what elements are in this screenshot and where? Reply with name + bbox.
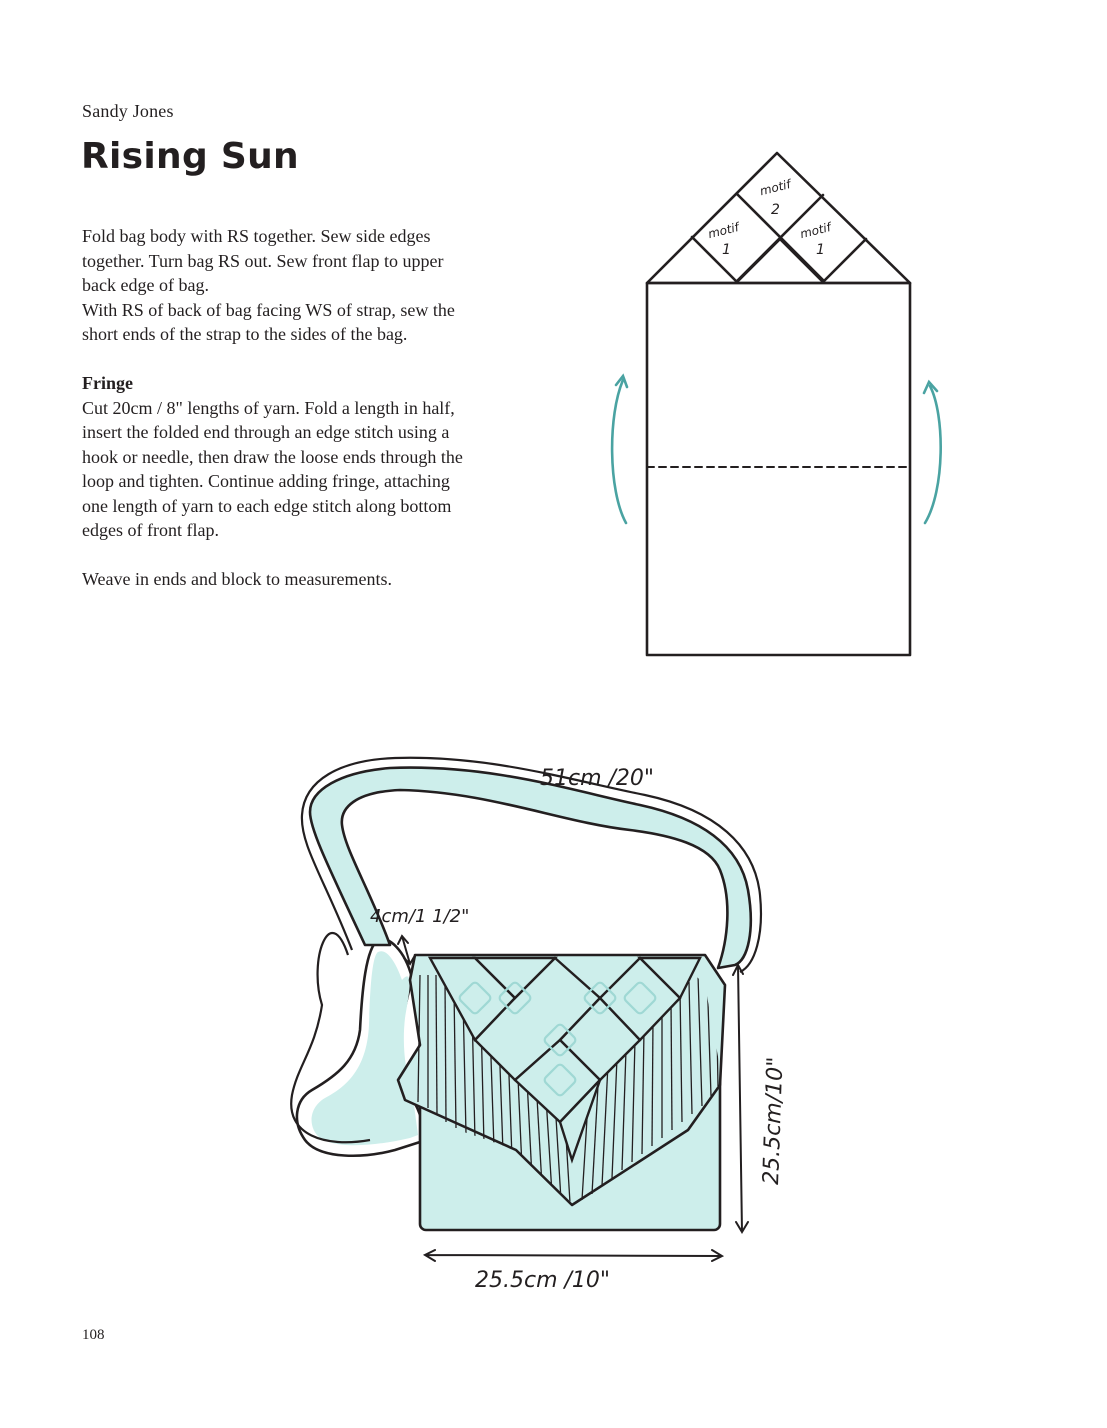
fringe-heading: Fringe [82, 373, 133, 393]
width-label: 25.5cm /10" [475, 1268, 611, 1293]
width-arrow [425, 1250, 722, 1261]
height-label: 25.5cm/10" [759, 1056, 789, 1186]
bag-schematic [270, 750, 830, 1310]
strap-width-label: 4cm/1 1/2" [370, 906, 470, 927]
fringe-line: insert the folded end through an edge stitch using a [82, 422, 450, 442]
strap-loop [310, 768, 751, 968]
height-arrow [733, 965, 748, 1232]
instruction-line: together. Turn bag RS out. Sew front flap to upper [82, 250, 444, 271]
fringe-line: hook or needle, then draw the loose ends through the [82, 446, 463, 467]
spacer [82, 347, 552, 372]
motif-label-right: motif [798, 220, 833, 242]
instruction-line: With RS of back of bag facing WS of strap, sew the [82, 299, 455, 320]
instruction-line: short ends of the strap to the sides of the bag. [82, 324, 408, 344]
motif-number-right: 1 [816, 242, 825, 258]
motif-label-left: motif [706, 220, 741, 242]
page-number: 108 [82, 1327, 105, 1343]
right-fold-arrow [925, 386, 941, 523]
instruction-line: Fold bag body with RS together. Sew side edges [82, 226, 431, 246]
motif-label-top: motif [758, 177, 793, 199]
instruction-line: back edge of bag. [82, 275, 209, 295]
flap-triangle [647, 153, 910, 283]
left-fold-arrow [612, 380, 626, 523]
strap-length-label: 51cm /20" [540, 766, 655, 791]
assembly-diagram [600, 140, 960, 670]
pattern-title: Rising Sun [81, 136, 299, 177]
fringe-line: Cut 20cm / 8" lengths of yarn. Fold a length in half, [82, 397, 455, 418]
motif-number-left: 1 [722, 242, 731, 258]
final-instruction: Weave in ends and block to measurements. [82, 569, 392, 589]
bag-body-outline [647, 283, 910, 655]
motif-number-top: 2 [771, 202, 780, 218]
fringe-line: edges of front flap. [82, 520, 219, 540]
instructions [82, 224, 552, 592]
author-name: Sandy Jones [82, 101, 174, 121]
spacer [82, 543, 552, 568]
fringe-line: one length of yarn to each edge stitch along bottom [82, 495, 452, 516]
fringe-line: loop and tighten. Continue adding fringe, attaching [82, 471, 450, 491]
